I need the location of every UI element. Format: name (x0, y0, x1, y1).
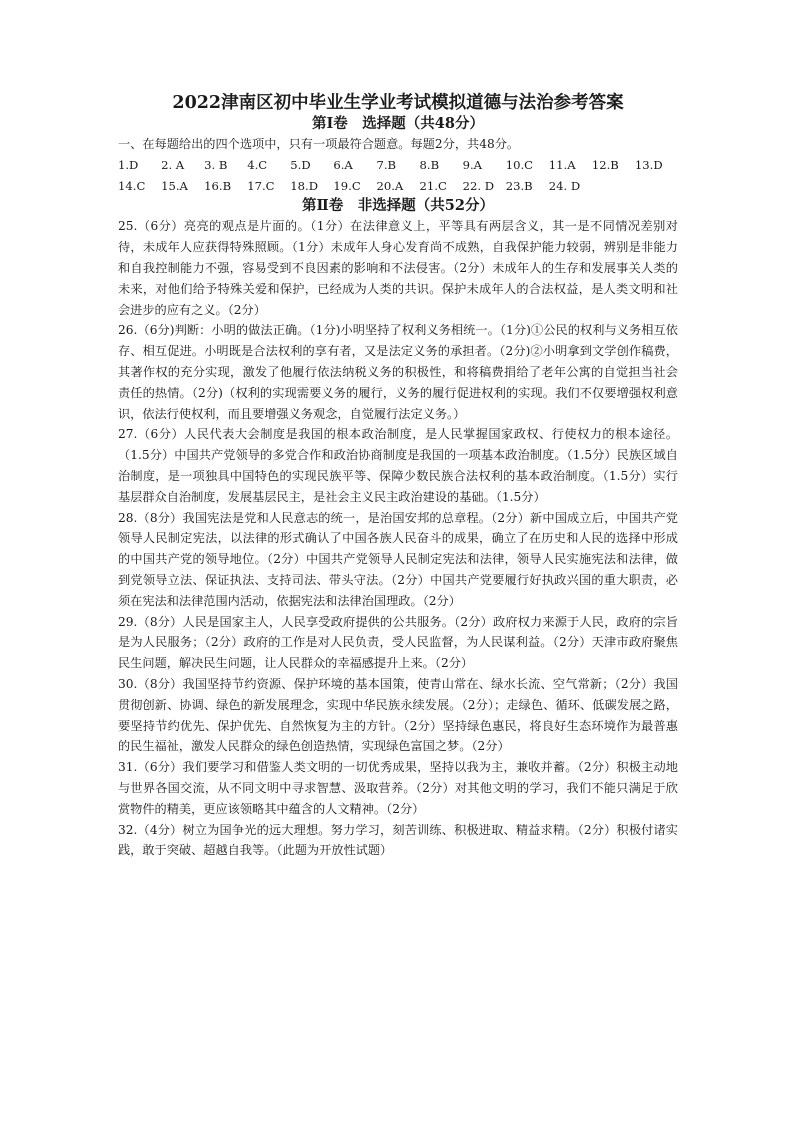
answer-q27: 27.（6分）人民代表大会制度是我国的根本政治制度，是人民掌握国家政权、行使权力的根本途径。（1.5分）中国共产党领导的多党合作和政治协商制度是我国的一项基本政治制度。（1.5分）民族区域自治制度，是一项独具中国特色的实现民族平等、保障少数民族合法权利的基本政治制度。（1.5分）实行基层群众自治制度，发展基层民主，是社会主义民主政治建设的基础。（1.5分） (118, 427, 678, 504)
answer-item: 21.C (419, 178, 447, 193)
answer-q29: 29.（8分）人民是国家主人，人民享受政府提供的公共服务。（2分）政府权力来源于人民，政府的宗旨是为人民服务；（2分）政府的工作是对人民负责，受人民监督，为人民谋利益。（2分）天津市政府聚焦民生问题，解决民生问题，让人民群众的幸福感提升上来。（2分） (118, 614, 678, 671)
answer-item: 13.D (634, 157, 663, 172)
answer-q32: 32.（4分）树立为国争光的远大理想。努力学习，刻苦训练、积极进取、精益求精。（2分）积极付诸实践，敢于突破、超越自我等。（此题为开放性试题） (118, 822, 678, 858)
answer-item: 19.C (333, 178, 361, 193)
answer-item: 24. D (548, 178, 581, 193)
answer-item: 16.B (204, 178, 232, 193)
answer-item: 12.B (591, 157, 619, 172)
part1-instruction: 一、在每题给出的四个选项中，只有一项最符合题意。每题2分，共48分。 (118, 137, 520, 151)
answer-sheet (118, 92, 678, 861)
answer-item: 10.C (505, 157, 533, 172)
answer-item: 1.D (118, 157, 139, 172)
answer-item: 3. B (204, 157, 228, 172)
answer-q30: 30.（8分）我国坚持节约资源、保护环境的基本国策，使青山常在、绿水长流、空气常新；（2分）我国贯彻创新、协调、绿色的新发展理念，实现中华民族永续发展。（2分）；走绿色、循环、低碳发展之路，要坚持节约优先、保护优先、自然恢复为主的方针。（2分）坚持绿色惠民，将良好生态环境作为最普惠的民生福祉，激发人民群众的绿色创造热情，实现绿色富国之梦。（2分） (118, 676, 678, 754)
answer-q26: 26.（6分)判断：小明的做法正确。（1分)小明坚持了权利义务相统一。（1分)①公民的权利与义务相互依存、相互促进。小明既是合法权利的享有者，又是法定义务的承担者。（2分)②小明拿到文学创作稿费，其著作权的充分实现，激发了他履行依法纳税义务的积极性，和将稿费捐给了老年公寓的自觉担当社会责任的热情。（2分)（权利的实现需要义务的履行，义务的履行促进权利的实现。我们不仅要增强权利意识，依法行使权利，而且要增强义务观念，自觉履行法定义务。） (118, 323, 678, 421)
answer-item: 23.B (505, 178, 533, 193)
answer-item: 18.D (290, 178, 319, 193)
answer-item: 9.A (462, 157, 483, 172)
answer-q31: 31.（6分）我们要学习和借鉴人类文明的一切优秀成果，坚持以我为主，兼收并蓄。（2分）积极主动地与世界各国交流，从不同文明中寻求智慧、汲取营养。（2分）对其他文明的学习，我们不能只满足于欣赏物件的精美，更应该领略其中蕴含的人文精神。（2分） (118, 760, 678, 816)
part1-heading: 第Ⅰ卷 选择题（共48分） (312, 115, 484, 132)
answer-item: 4.C (247, 157, 268, 172)
answer-item: 15.A (161, 178, 188, 193)
answer-item: 2. A (161, 157, 185, 172)
answer-item: 14.C (118, 178, 146, 193)
answer-item: 22. D (462, 178, 495, 193)
answer-grid (118, 155, 678, 197)
answer-item: 17.C (247, 178, 275, 193)
document-title: 2022津南区初中毕业生学业考试模拟道德与法治参考答案 (172, 93, 624, 113)
answer-item: 6.A (333, 157, 353, 172)
answer-q25: 25.（6分）亮亮的观点是片面的。（1分）在法律意义上，平等具有两层含义，其一是不同情况差别对待，未成年人应获得特殊照顾。（1分）未成年人身心发育尚不成熟，自我保护能力较弱，辨别是非能力和自我控制能力不强，容易受到不良因素的影响和不法侵害。（2分）未成年人的生存和发展事关人类的未来，对他们给予特殊关爱和保护，已经成为人类的共识。保护未成年人的合法权益，是人类文明和社会进步的应有之义。（2分） (118, 219, 678, 317)
answer-item: 7.B (376, 157, 397, 172)
answer-item: 5.D (290, 157, 311, 172)
answer-q28: 28.（8分）我国宪法是党和人民意志的统一，是治国安邦的总章程。（2分）新中国成立后，中国共产党领导人民制定宪法，以法律的形式确认了中国各族人民奋斗的成果，确立了在历史和人民的选择中形成的中国共产党的领导地位。（2分）中国共产党领导人民制定宪法和法律，领导人民实施宪法和法律，做到党领导立法、保证执法、支持司法、带头守法。（2分）中国共产党要履行好执政兴国的重大职责，必须在宪法和法律范围内活动，依据宪法和法律治国理政。（2分） (118, 510, 678, 608)
part2-heading: 第Ⅱ卷 非选择题（共52分） (302, 197, 494, 215)
answer-item: 8.B (419, 157, 440, 172)
answer-item: 20.A (376, 178, 404, 193)
answer-item: 11.A (548, 157, 576, 172)
